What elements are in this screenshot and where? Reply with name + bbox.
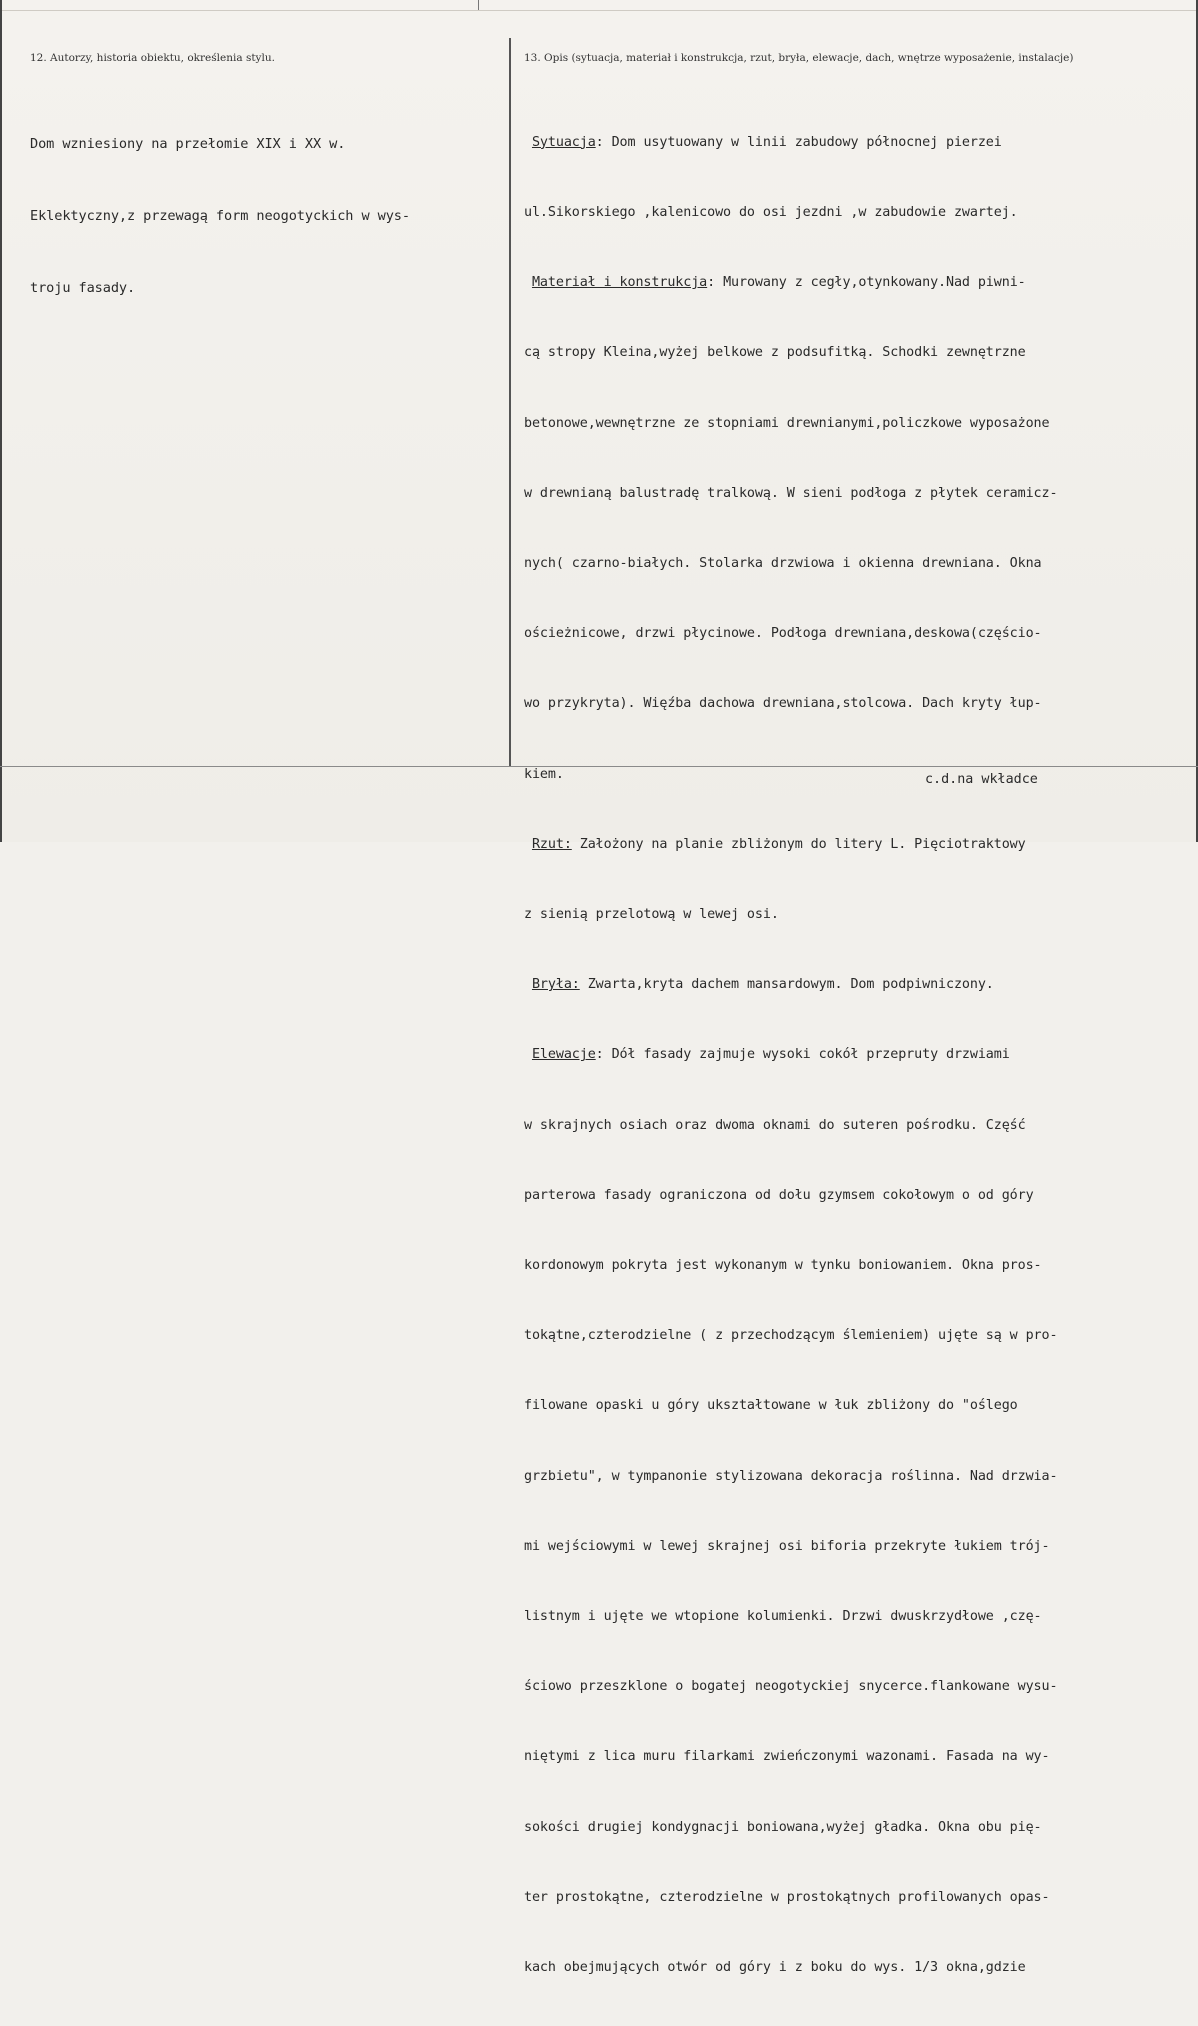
- text-line: niętymi z lica muru filarkami zwieńczonymi wazonami. Fasada na wy-: [524, 1749, 1050, 1765]
- text-line: Eklektyczny,z przewagą form neogotyckich w wys-: [30, 208, 410, 224]
- section-label-elewacje: Elewacje: [531, 1047, 596, 1063]
- text-line: z sienią przelotową w lewej osi.: [524, 907, 779, 923]
- section-label-bryla: Bryła:: [531, 977, 580, 993]
- text-line: kach obejmujących otwór od góry i z boku do wys. 1/3 okna,gdzie: [524, 1960, 1026, 1976]
- text-line: cą stropy Kleina,wyżej belkowe z podsufitką. Schodki zewnętrzne: [524, 345, 1026, 361]
- text-line: filowane opaski u góry ukształtowane w łuk zbliżony do "oślego: [524, 1398, 1018, 1414]
- text-line: grzbietu", w tympanonie stylizowana dekoracja roślinna. Nad drzwia-: [524, 1468, 1058, 1484]
- section-label-sytuacja: Sytuacja: [531, 134, 596, 150]
- text-line: tokątne,czterodzielne ( z przechodzącym ślemieniem) ujęte są w pro-: [524, 1328, 1058, 1344]
- text-line: ter prostokątne, czterodzielne w prostokątnych profilowanych opas-: [524, 1889, 1050, 1905]
- text-line: ościeżnicowe, drzwi płycinowe. Podłoga drewniana,deskowa(częścio-: [524, 626, 1042, 642]
- text-line: troju fasady.: [30, 280, 136, 296]
- text-line: listnym i ujęte we wtopione kolumienki. Drzwi dwuskrzydłowe ,czę-: [524, 1609, 1042, 1625]
- left-column-header: 12. Autorzy, historia obiektu, określenia stylu.: [30, 52, 275, 64]
- text-line: Bryła: Zwarta,kryta dachem mansardowym. Dom podpiwniczony.: [531, 977, 994, 993]
- text-line: nych( czarno-białych. Stolarka drzwiowa i okienna drewniana. Okna: [524, 556, 1042, 572]
- text-line: kordonowym pokryta jest wykonanym w tynku boniowaniem. Okna pros-: [524, 1258, 1042, 1274]
- continuation-note: c.d.na wkładce: [925, 772, 1038, 787]
- text-line: sokości drugiej kondygnacji boniowana,wyżej gładka. Okna obu pię-: [524, 1819, 1042, 1835]
- text-line: ściowo przeszklone o bogatej neogotyckiej snycerce.flankowane wysu-: [524, 1679, 1058, 1695]
- text-line: mi wejściowymi w lewej skrajnej osi biforia przekryte łukiem trój-: [524, 1538, 1050, 1554]
- section-label-material: Materiał i konstrukcja: [531, 275, 708, 291]
- text-line: ul.Sikorskiego ,kalenicowo do osi jezdni ,w zabudowie zwartej.: [524, 205, 1018, 221]
- text-line: Elewacje: Dół fasady zajmuje wysoki cokół przepruty drzwiami: [531, 1047, 1010, 1063]
- top-rule: [0, 10, 1198, 11]
- text-line: Dom wzniesiony na przełomie XIX i XX w.: [30, 136, 346, 152]
- fold-mark: [478, 0, 479, 10]
- text-line: betonowe,wewnętrzne ze stopniami drewnianymi,policzkowe wyposażone: [524, 415, 1050, 431]
- left-column-text: [30, 84, 410, 348]
- column-divider: [509, 38, 511, 766]
- right-column-header: 13. Opis (sytuacja, materiał i konstrukcja, rzut, bryła, elewacje, dach, wnętrze wyposażenie, instalacje): [524, 52, 1074, 64]
- text-line: wo przykryta). Więźba dachowa drewniana,stolcowa. Dach kryty łup-: [524, 696, 1042, 712]
- left-edge: [0, 0, 2, 842]
- text-line: w drewnianą balustradę tralkową. W sieni podłoga z płytek ceramicz-: [524, 485, 1058, 501]
- text-line: Sytuacja: Dom usytuowany w linii zabudowy północnej pierzei: [531, 134, 1002, 150]
- text-line: kiem.: [524, 766, 564, 782]
- right-column-text: [524, 84, 1057, 2026]
- text-line: parterowa fasady ograniczona od dołu gzymsem cokołowym o od góry: [524, 1187, 1034, 1203]
- section-label-rzut: Rzut:: [531, 836, 572, 852]
- text-line: Rzut: Założony na planie zbliżonym do litery L. Pięciotraktowy: [531, 836, 1026, 852]
- text-line: w skrajnych osiach oraz dwoma oknami do suteren pośrodku. Część: [524, 1117, 1026, 1133]
- text-line: Materiał i konstrukcja: Murowany z cegły,otynkowany.Nad piwni-: [531, 275, 1026, 291]
